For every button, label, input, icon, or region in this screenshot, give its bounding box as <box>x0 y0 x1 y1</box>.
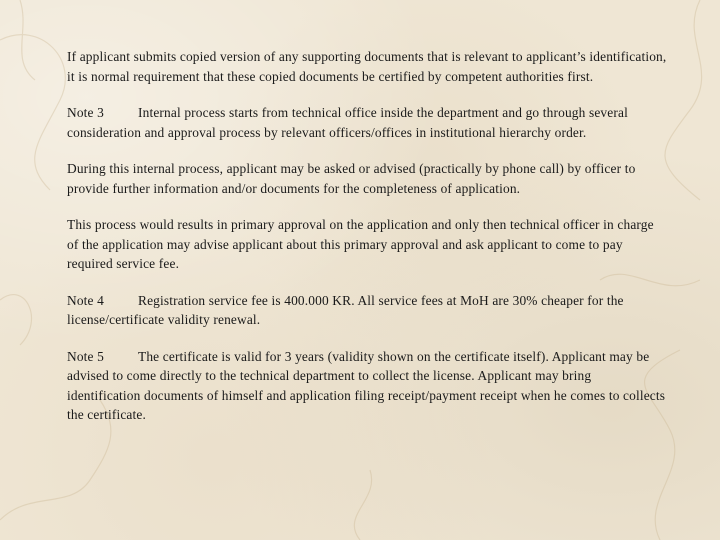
paragraph-text: This process would results in primary approval on the application and only then technical officer in charge of the application may advise applicant about this primary approval and ask applicant to come to pay required service fee. <box>67 217 654 271</box>
paragraph-text: Internal process starts from technical office inside the department and go through several consideration and approval process by relevant officers/offices in institutional hierarchy order. <box>67 105 628 140</box>
paragraph-internal-process <box>67 159 667 198</box>
paragraph-note-5 <box>67 347 667 425</box>
paragraph-note-4 <box>67 291 667 330</box>
paragraph-copied-documents <box>67 47 667 86</box>
paragraph-text: If applicant submits copied version of any supporting documents that is relevant to applicant’s identification, it is normal requirement that these copied documents be certified by competent authorities first. <box>67 49 667 84</box>
paragraph-text: The certificate is valid for 3 years (validity shown on the certificate itself). Applicant may be advised to come directly to the technical department to collect the license. Applicant may bring identification documents of himself and application filing receipt/payment receipt when he comes to collects the certificate. <box>67 348 666 422</box>
paragraph-note-3 <box>67 103 667 142</box>
note-label: Note 4 <box>67 292 104 308</box>
slide-body <box>67 47 667 442</box>
note-label: Note 5 <box>67 348 104 364</box>
paragraph-primary-approval <box>67 215 667 274</box>
paragraph-text: During this internal process, applicant may be asked or advised (practically by phone call) by officer to provide further information and/or documents for the completeness of application. <box>67 161 636 196</box>
paragraph-text: Registration service fee is 400.000 KR. All service fees at MoH are 30% cheaper for the license/certificate validity renewal. <box>67 292 624 327</box>
note-label: Note 3 <box>67 105 104 120</box>
